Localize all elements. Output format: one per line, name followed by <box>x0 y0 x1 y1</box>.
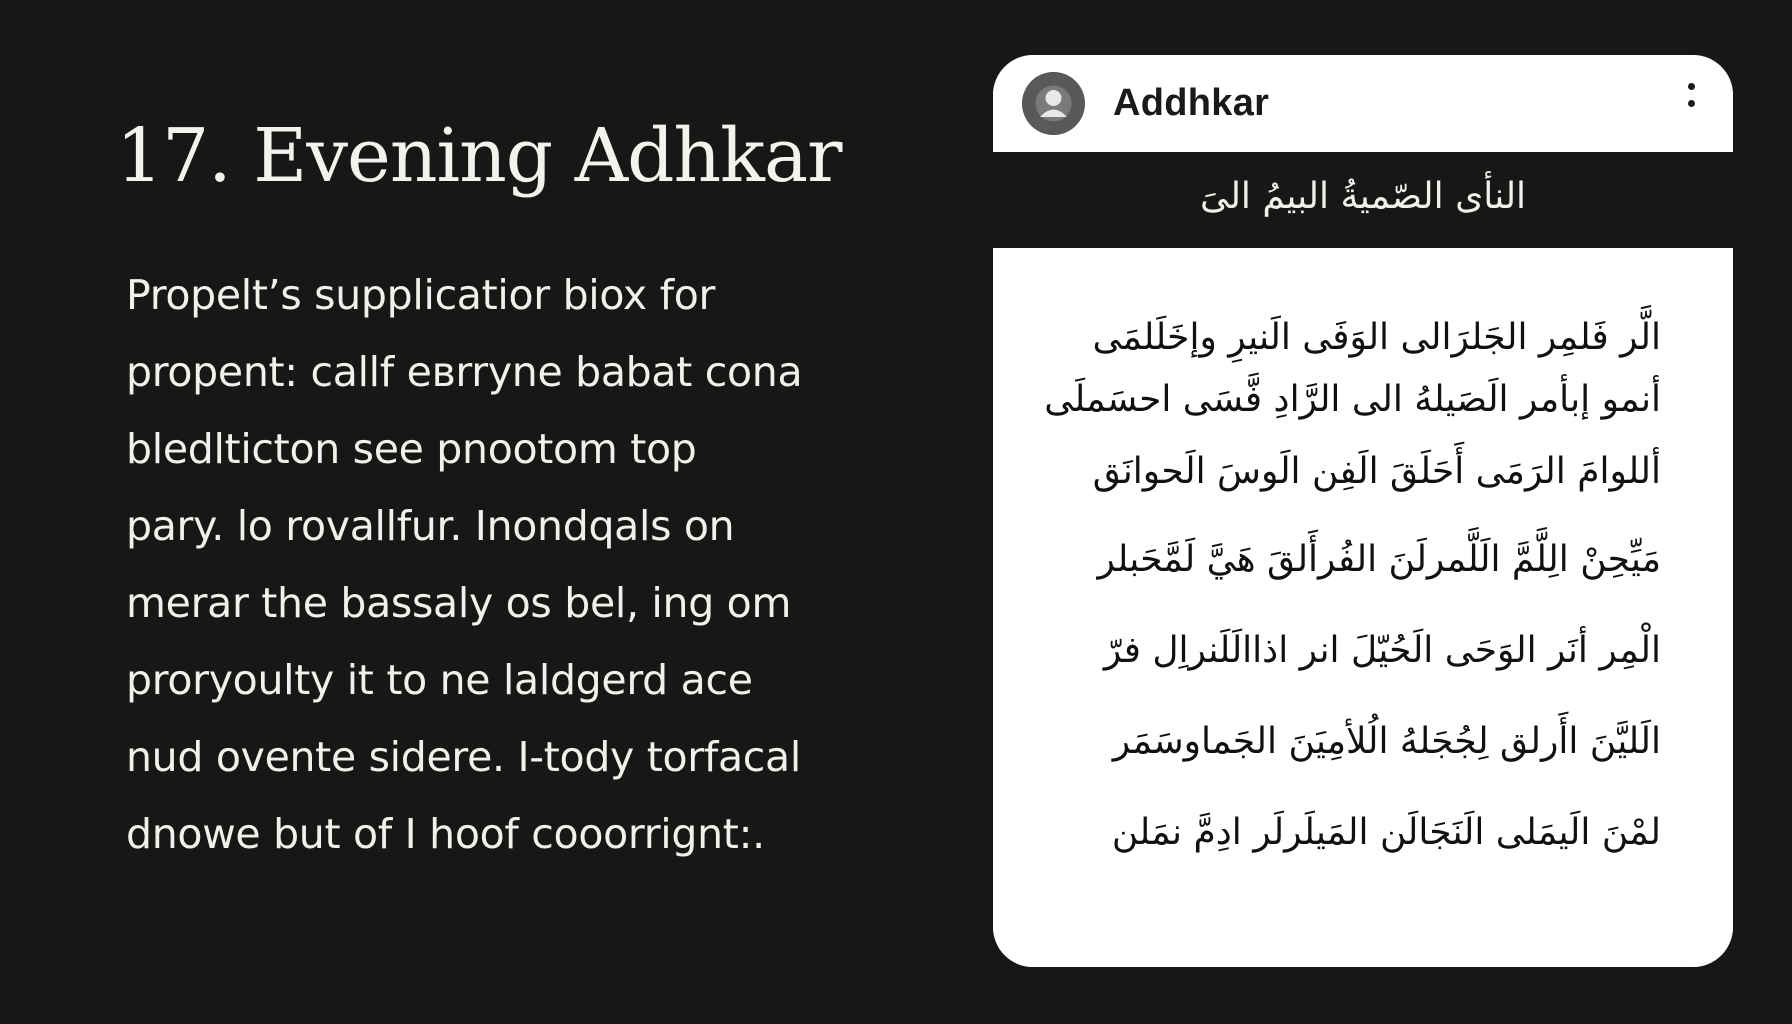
description-line: merar the bassaly os bel, ing om <box>126 579 792 627</box>
app-header <box>993 55 1733 152</box>
slide-title: 17. Evening Adhkar <box>116 113 842 199</box>
kebab-menu-icon[interactable] <box>1673 83 1709 125</box>
menu-dot <box>1688 100 1695 107</box>
dhikr-line: أنمو إبأمر الَصَيلهُ الى الرَّادِ فَّسَى احسَملَى <box>1044 379 1661 420</box>
dhikr-line: مَيِّحِنْ الِلَّمَّ الَلَّمرلَنَ الفُرأَلقَ هَيَّ لَمَّحَبلر <box>1097 539 1661 580</box>
app-card <box>993 55 1733 967</box>
arabic-subtitle: النأى الصّميةُ البيمُ الىَ <box>1199 176 1527 217</box>
adhkar-content <box>993 248 1733 967</box>
description-line: nud ovente sidere. I-tody torfacal <box>126 733 801 781</box>
description-line: propent: callf eвrryne babat cona <box>126 348 803 396</box>
dhikr-line: الَّر فَلمِر الجَلرَالى الوَفَى الَنيرِ وإخَلَلمَى <box>1092 317 1661 358</box>
dhikr-line: الْمِر أنَر الوَحَى الَحُيّلَ انر اذاالَلَنراِل فرّ <box>1103 630 1661 671</box>
menu-dot <box>1688 83 1695 90</box>
dhikr-line: الَليَّنَ اأَرلق لِجُجَلهُ الُلأمِيَنَ الجَماوسَمَر <box>1112 721 1661 762</box>
description-line: proryoulty it to ne laldgerd ace <box>126 656 753 704</box>
dhikr-line: أللوامَ الرَمَى أَحَلَقَ الَفِن الَوسَ الَحوانَق <box>1092 451 1661 492</box>
dhikr-line: لمْنَ الَيمَلى الَنَجَالَن المَيلَرلَر ادِمَّ نمَلن <box>1111 812 1661 853</box>
description-line: dnowe but of I hoof cooorrignt:. <box>126 810 765 858</box>
slide-description <box>126 257 886 873</box>
subtitle-band <box>993 152 1733 248</box>
description-line: bledlticton see pnootom top <box>126 425 697 473</box>
user-avatar-icon[interactable] <box>1022 72 1085 135</box>
description-line: Propelt’s supplicatior biox for <box>126 271 716 319</box>
app-title: Addhkar <box>1113 82 1270 124</box>
description-line: pary. lo rovallfur. Inondqals on <box>126 502 735 550</box>
